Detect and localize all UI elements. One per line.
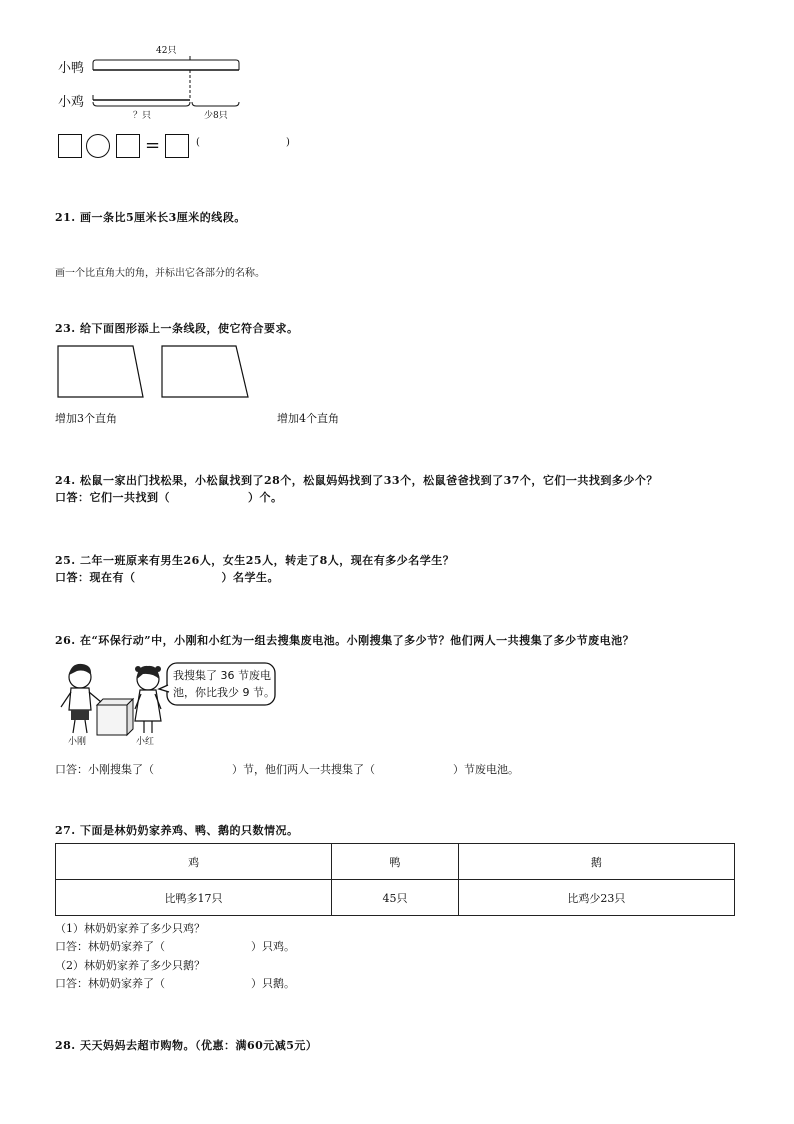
q27-sub-1: （1）林奶奶家养了多少只鸡？ xyxy=(55,922,205,935)
trapezoid-shapes xyxy=(50,343,280,401)
q27-answer-2-suffix: ）只鹅。 xyxy=(251,977,295,990)
question-23: 23. 给下面图形添上一条线段，使它符合要求。 xyxy=(55,322,299,335)
header-goose: 鹅 xyxy=(458,844,734,880)
paren-close: ) xyxy=(286,137,290,148)
question-25: 25. 二年一班原来有男生26人，女生25人，转走了8人，现在有多少名学生？ xyxy=(55,554,455,567)
boy-figure xyxy=(61,664,101,733)
less-label: 少8只 xyxy=(204,111,228,121)
q25-answer-suffix: ）名学生。 xyxy=(221,571,279,584)
question-27: 27. 下面是林奶奶家养鸡、鸭、鹅的只数情况。 xyxy=(55,824,299,837)
answer-box-1[interactable] xyxy=(58,134,82,158)
q24-answer-suffix: ）个。 xyxy=(248,491,283,504)
total-label: 42只 xyxy=(156,46,177,56)
q25-answer xyxy=(55,569,279,585)
value-chicken: 比鸭多17只 xyxy=(56,880,332,916)
operator-circle[interactable] xyxy=(86,134,110,158)
q26-answer-suffix: ）节废电池。 xyxy=(453,763,519,776)
q26-answer-middle: ）节，他们两人一共搜集了（ xyxy=(232,763,375,776)
q26-answer-prefix: 口答：小刚搜集了（ xyxy=(55,763,154,776)
duck-label: 小鸭 xyxy=(58,61,85,76)
battery-box xyxy=(97,699,133,735)
unknown-label: ？只 xyxy=(133,111,152,121)
q23-label-right: 增加4个直角 xyxy=(277,412,339,425)
question-24: 24. 松鼠一家出门找松果，小松鼠找到了28个，松鼠妈妈找到了33个，松鼠爸爸找到了37个，它们一共找到多少个？ xyxy=(55,474,658,487)
table-row xyxy=(56,880,735,916)
q25-answer-prefix: 口答：现在有（ xyxy=(55,571,136,584)
boy-name: 小刚 xyxy=(68,737,87,747)
girl-figure xyxy=(135,666,161,733)
table-header-row xyxy=(56,844,735,880)
animal-count-table xyxy=(55,843,735,916)
q26-answer xyxy=(55,761,519,777)
q27-answer-1-prefix: 口答：林奶奶家养了（ xyxy=(55,940,165,953)
trapezoid-left xyxy=(58,346,143,397)
header-chicken: 鸡 xyxy=(56,844,332,880)
segment-lines xyxy=(0,0,300,130)
q27-sub-2: （2）林奶奶家养了多少只鹅？ xyxy=(55,959,205,972)
answer-box-2[interactable] xyxy=(116,134,140,158)
equals-sign: = xyxy=(145,135,161,156)
q27-answer-2-prefix: 口答：林奶奶家养了（ xyxy=(55,977,165,990)
bubble-line-1: 我搜集了 36 节废电 xyxy=(173,669,271,682)
bubble-line-2: 池，你比我少 9 节。 xyxy=(173,686,275,699)
paren-open: ( xyxy=(196,137,200,148)
q27-answer-2 xyxy=(55,975,295,991)
q23-label-left: 增加3个直角 xyxy=(55,412,117,425)
value-goose: 比鸡少23只 xyxy=(458,880,734,916)
question-26: 26. 在“环保行动”中，小刚和小红为一组去搜集废电池。小刚搜集了多少节？他们两人一共搜集了多少节废电池？ xyxy=(55,634,635,647)
value-duck: 45只 xyxy=(332,880,459,916)
q27-answer-1 xyxy=(55,938,295,954)
question-28: 28. 天天妈妈去超市购物。（优惠：满60元减5元） xyxy=(55,1039,318,1052)
q24-answer-prefix: 口答：它们一共找到（ xyxy=(55,491,170,504)
header-duck: 鸭 xyxy=(332,844,459,880)
chick-label: 小鸡 xyxy=(58,95,85,110)
answer-box-3[interactable] xyxy=(165,134,189,158)
q27-answer-1-suffix: ）只鸡。 xyxy=(251,940,295,953)
q24-answer xyxy=(55,489,283,505)
trapezoid-right xyxy=(162,346,248,397)
question-21: 21. 画一条比5厘米长3厘米的线段。 xyxy=(55,211,246,224)
question-22: 画一个比直角大的角，并标出它各部分的名称。 xyxy=(55,268,265,279)
girl-name: 小红 xyxy=(136,737,155,747)
